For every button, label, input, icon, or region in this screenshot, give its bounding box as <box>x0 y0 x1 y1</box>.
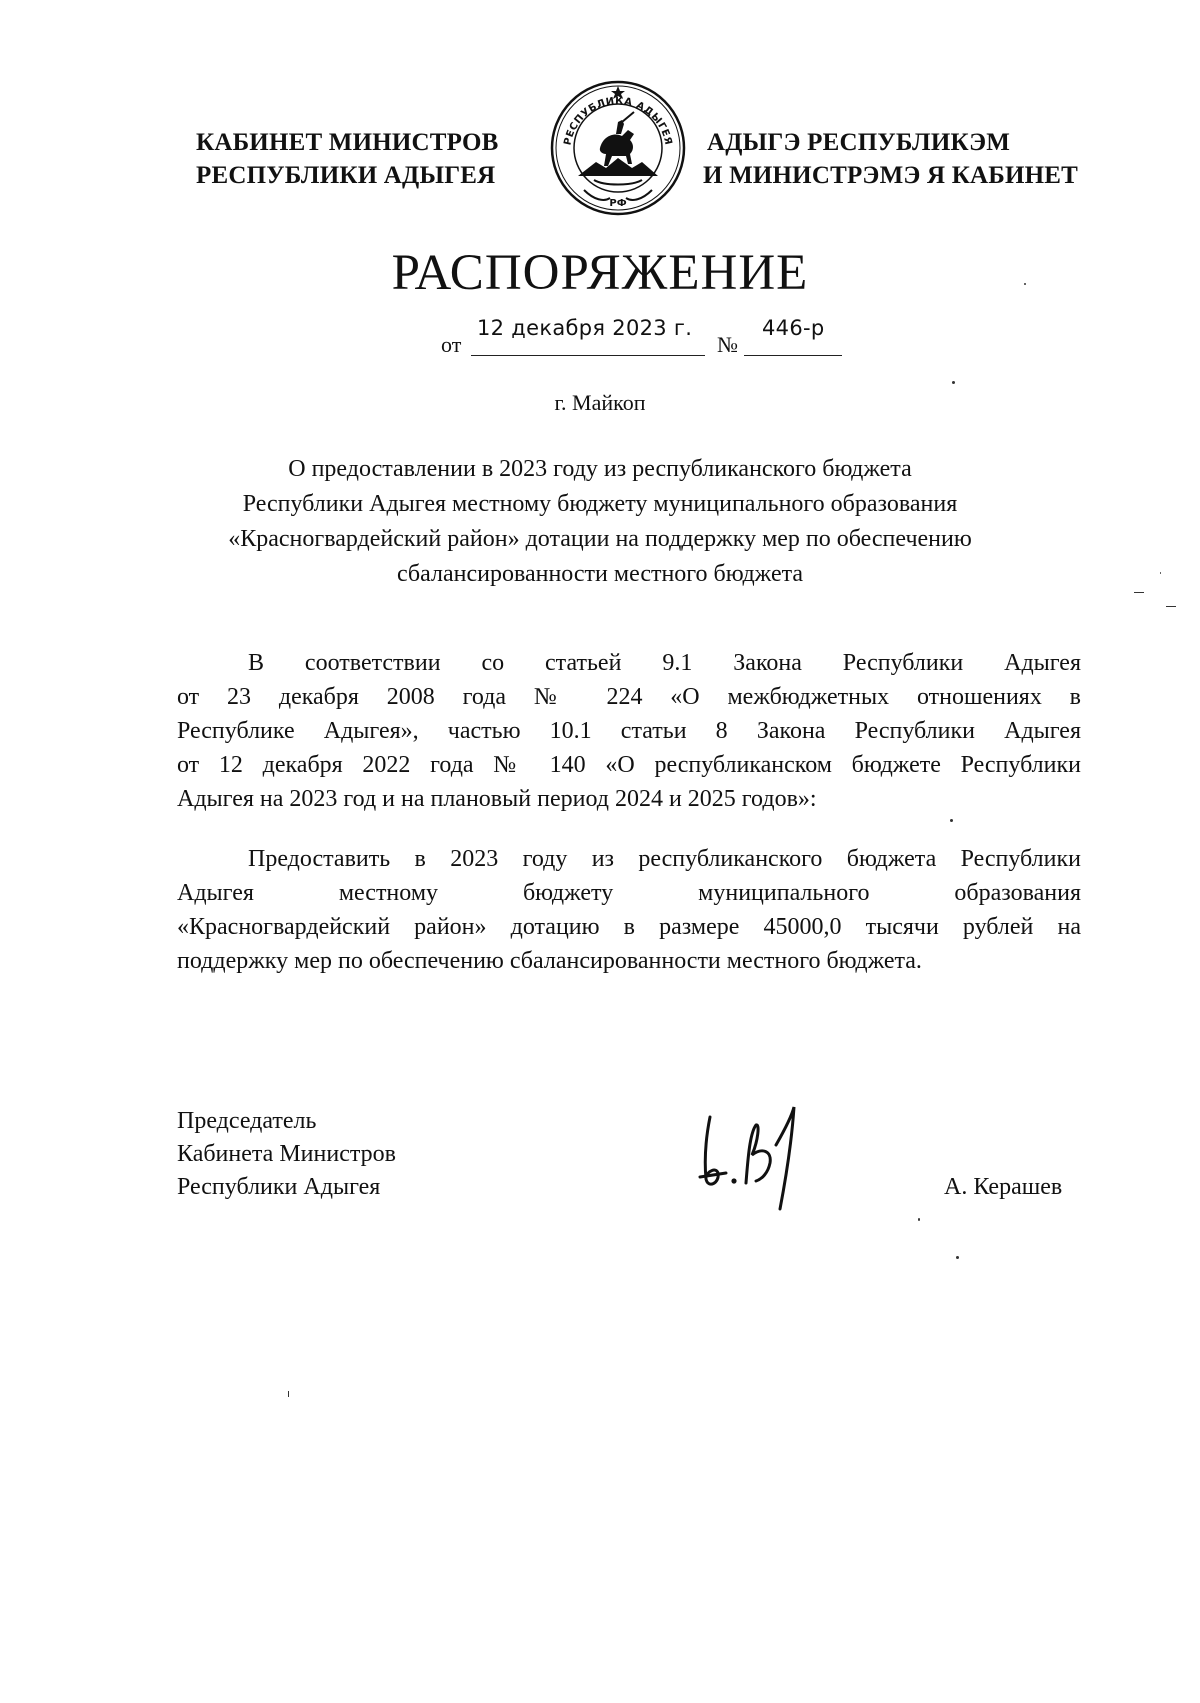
date-underline <box>471 355 705 356</box>
emblem-text-top: РЕСПУБЛИКА АДЫГЕЯ <box>562 95 674 147</box>
position-line: Республики Адыгея <box>177 1174 381 1200</box>
paragraph-decision <box>177 842 1081 978</box>
handwritten-signature <box>696 1097 826 1217</box>
emblem-text-bottom: РФ <box>609 198 627 209</box>
document-title: РАСПОРЯЖЕНИЕ <box>391 245 809 301</box>
date-from-label: от <box>441 332 462 357</box>
header-right-line2: И МИНИСТРЭМЭ Я КАБИНЕТ <box>703 162 1079 189</box>
position-line: Председатель <box>177 1108 317 1134</box>
paragraph-line: В соответствии со статьей 9.1 Закона Республики Адыгея <box>248 650 1081 676</box>
paragraph-legal-basis <box>177 646 1081 816</box>
date-number-line <box>441 316 841 362</box>
paragraph-line: от 12 декабря 2022 года № 140 «О республиканском бюджете Республики <box>177 752 1081 778</box>
paragraph-line: Адыгея местному бюджету муниципального образования <box>177 880 1081 906</box>
number-value: 446-р <box>762 316 825 340</box>
paragraph-line: Республике Адыгея», частью 10.1 статьи 8 Закона Республики Адыгея <box>177 718 1081 744</box>
paragraph-line: Предоставить в 2023 году из республиканского бюджета Республики <box>248 846 1081 872</box>
header-left-line1: КАБИНЕТ МИНИСТРОВ <box>196 129 499 156</box>
subject-line: О предоставлении в 2023 году из республиканского бюджета <box>288 456 912 482</box>
date-value: 12 декабря 2023 г. <box>477 316 693 340</box>
city: г. Майкоп <box>554 390 646 415</box>
document-subject <box>160 452 1040 592</box>
header-right <box>703 126 1079 192</box>
header-left <box>196 126 499 192</box>
subject-line: Республики Адыгея местному бюджету муниципального образования <box>242 491 958 517</box>
signatory-position <box>177 1105 396 1204</box>
paragraph-line: Адыгея на 2023 год и на плановый период 2024 и 2025 годов»: <box>177 786 817 812</box>
signatory-name: А. Керашев <box>944 1174 1063 1200</box>
header-right-line1: АДЫГЭ РЕСПУБЛИКЭМ <box>707 129 1011 156</box>
header-left-line2: РЕСПУБЛИКИ АДЫГЕЯ <box>196 162 496 189</box>
position-line: Кабинета Министров <box>177 1141 396 1167</box>
number-underline <box>744 355 842 356</box>
paragraph-line: от 23 декабря 2008 года № 224 «О межбюджетных отношениях в <box>177 684 1081 710</box>
paragraph-line: поддержку мер по обеспечению сбалансированности местного бюджета. <box>177 948 922 974</box>
number-label: № <box>717 332 738 357</box>
subject-line: сбалансированности местного бюджета <box>396 561 804 587</box>
coat-of-arms-emblem <box>548 78 688 218</box>
paragraph-line: «Красногвардейский район» дотацию в размере 45000,0 тысячи рублей на <box>177 914 1081 940</box>
subject-line: «Красногвардейский район» дотации на поддержку мер по обеспечению <box>228 526 972 552</box>
